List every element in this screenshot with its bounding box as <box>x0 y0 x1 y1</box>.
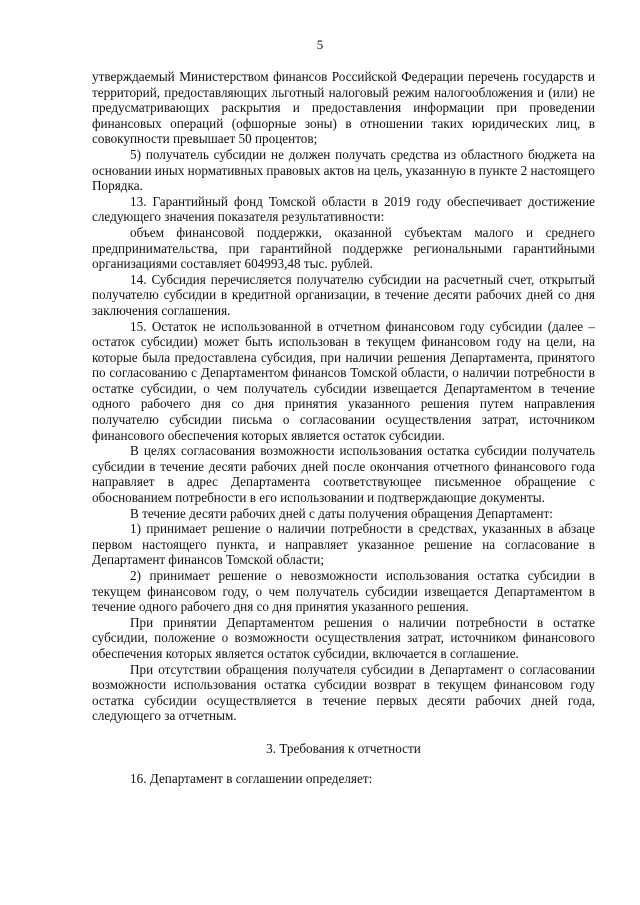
paragraph-15-approval: В целях согласования возможности использования остатка субсидии получатель субсидии в течение десяти рабочих дней после окончания отчетного финансового года направляет в адрес Департамента соответствующее письменное обращение с обоснованием потребности в его использовании и подтверждающие документы. <box>92 443 595 506</box>
paragraph-15-decision: При принятии Департаментом решения о наличии потребности в остатке субсидии, положение о возможности осуществления затрат, источником финансового обеспечения которых является остаток субсидии, включается в соглашение. <box>92 614 595 661</box>
page-number: 5 <box>316 37 324 52</box>
section-heading: 3. Требования к отчетности <box>266 740 421 756</box>
paragraph-continuation: утверждаемый Министерством финансов Российской Федерации перечень государств и территорий, предоставляющих льготный налоговый режим налогообложения и (или) не предусматривающих раскрытия и предоставления информации при проведении финансовых операций (офшорные зоны) в отношении таких юридических лиц, в совокупности превышает 50 процентов; <box>92 69 595 147</box>
paragraph-15-department: В течение десяти рабочих дней с даты получения обращения Департамент: <box>130 505 553 521</box>
paragraph-14: 14. Субсидия перечисляется получателю субсидии на расчетный счет, открытый получателю субсидии в кредитной организации, в течение десяти рабочих дней со дня заключения соглашения. <box>92 271 595 318</box>
paragraph-15-item-1: 1) принимает решение о наличии потребности в средствах, указанных в абзаце первом настоящего пункта, и направляет указанное решение на согласование в Департамент финансов Томской области; <box>92 521 595 568</box>
paragraph-13: 13. Гарантийный фонд Томской области в 2019 году обеспечивает достижение следующего значения показателя результативности: <box>92 193 595 225</box>
paragraph-15-return: При отсутствии обращения получателя субсидии в Департамент о согласовании возможности использования остатка субсидии возврат в текущем финансовом году остатка субсидии осуществляется в течение первых десяти рабочих дней года, следующего за отчетным. <box>92 661 595 724</box>
paragraph-15-item-2: 2) принимает решение о невозможности использования остатка субсидии в текущем финансовом году, о чем получатель субсидии извещается Департаментом в течение одного рабочего дня со дня принятия указанного решения. <box>92 568 595 615</box>
paragraph-16: 16. Департамент в соглашении определяет: <box>130 770 373 786</box>
paragraph-item-5: 5) получатель субсидии не должен получать средства из областного бюджета на основании иных нормативных правовых актов на цель, указанную в пункте 2 настоящего Порядка. <box>92 146 595 194</box>
paragraph-13-indicator: объем финансовой поддержки, оказанной субъектам малого и среднего предпринимательства, при гарантийной поддержке региональными гарантийными организациями составляет 604993,48 тыс. рублей. <box>92 224 595 272</box>
document-body <box>92 69 595 786</box>
paragraph-15: 15. Остаток не использованной в отчетном финансовом году субсидии (далее – остаток субсидии) может быть использован в текущем финансовом году на цели, на которые была предоставлена субсидия, при наличии решения Департамента, принятого по согласованию с Департаментом финансов Томской области, о наличии потребности в остатке субсидии, о чем получатель субсидии извещается Департаментом в течение одного рабочего дня со дня принятия указанного решения путем направления получателю субсидии письма о согласовании осуществления затрат, источником финансового обеспечения которых является остаток субсидии. <box>92 318 595 443</box>
